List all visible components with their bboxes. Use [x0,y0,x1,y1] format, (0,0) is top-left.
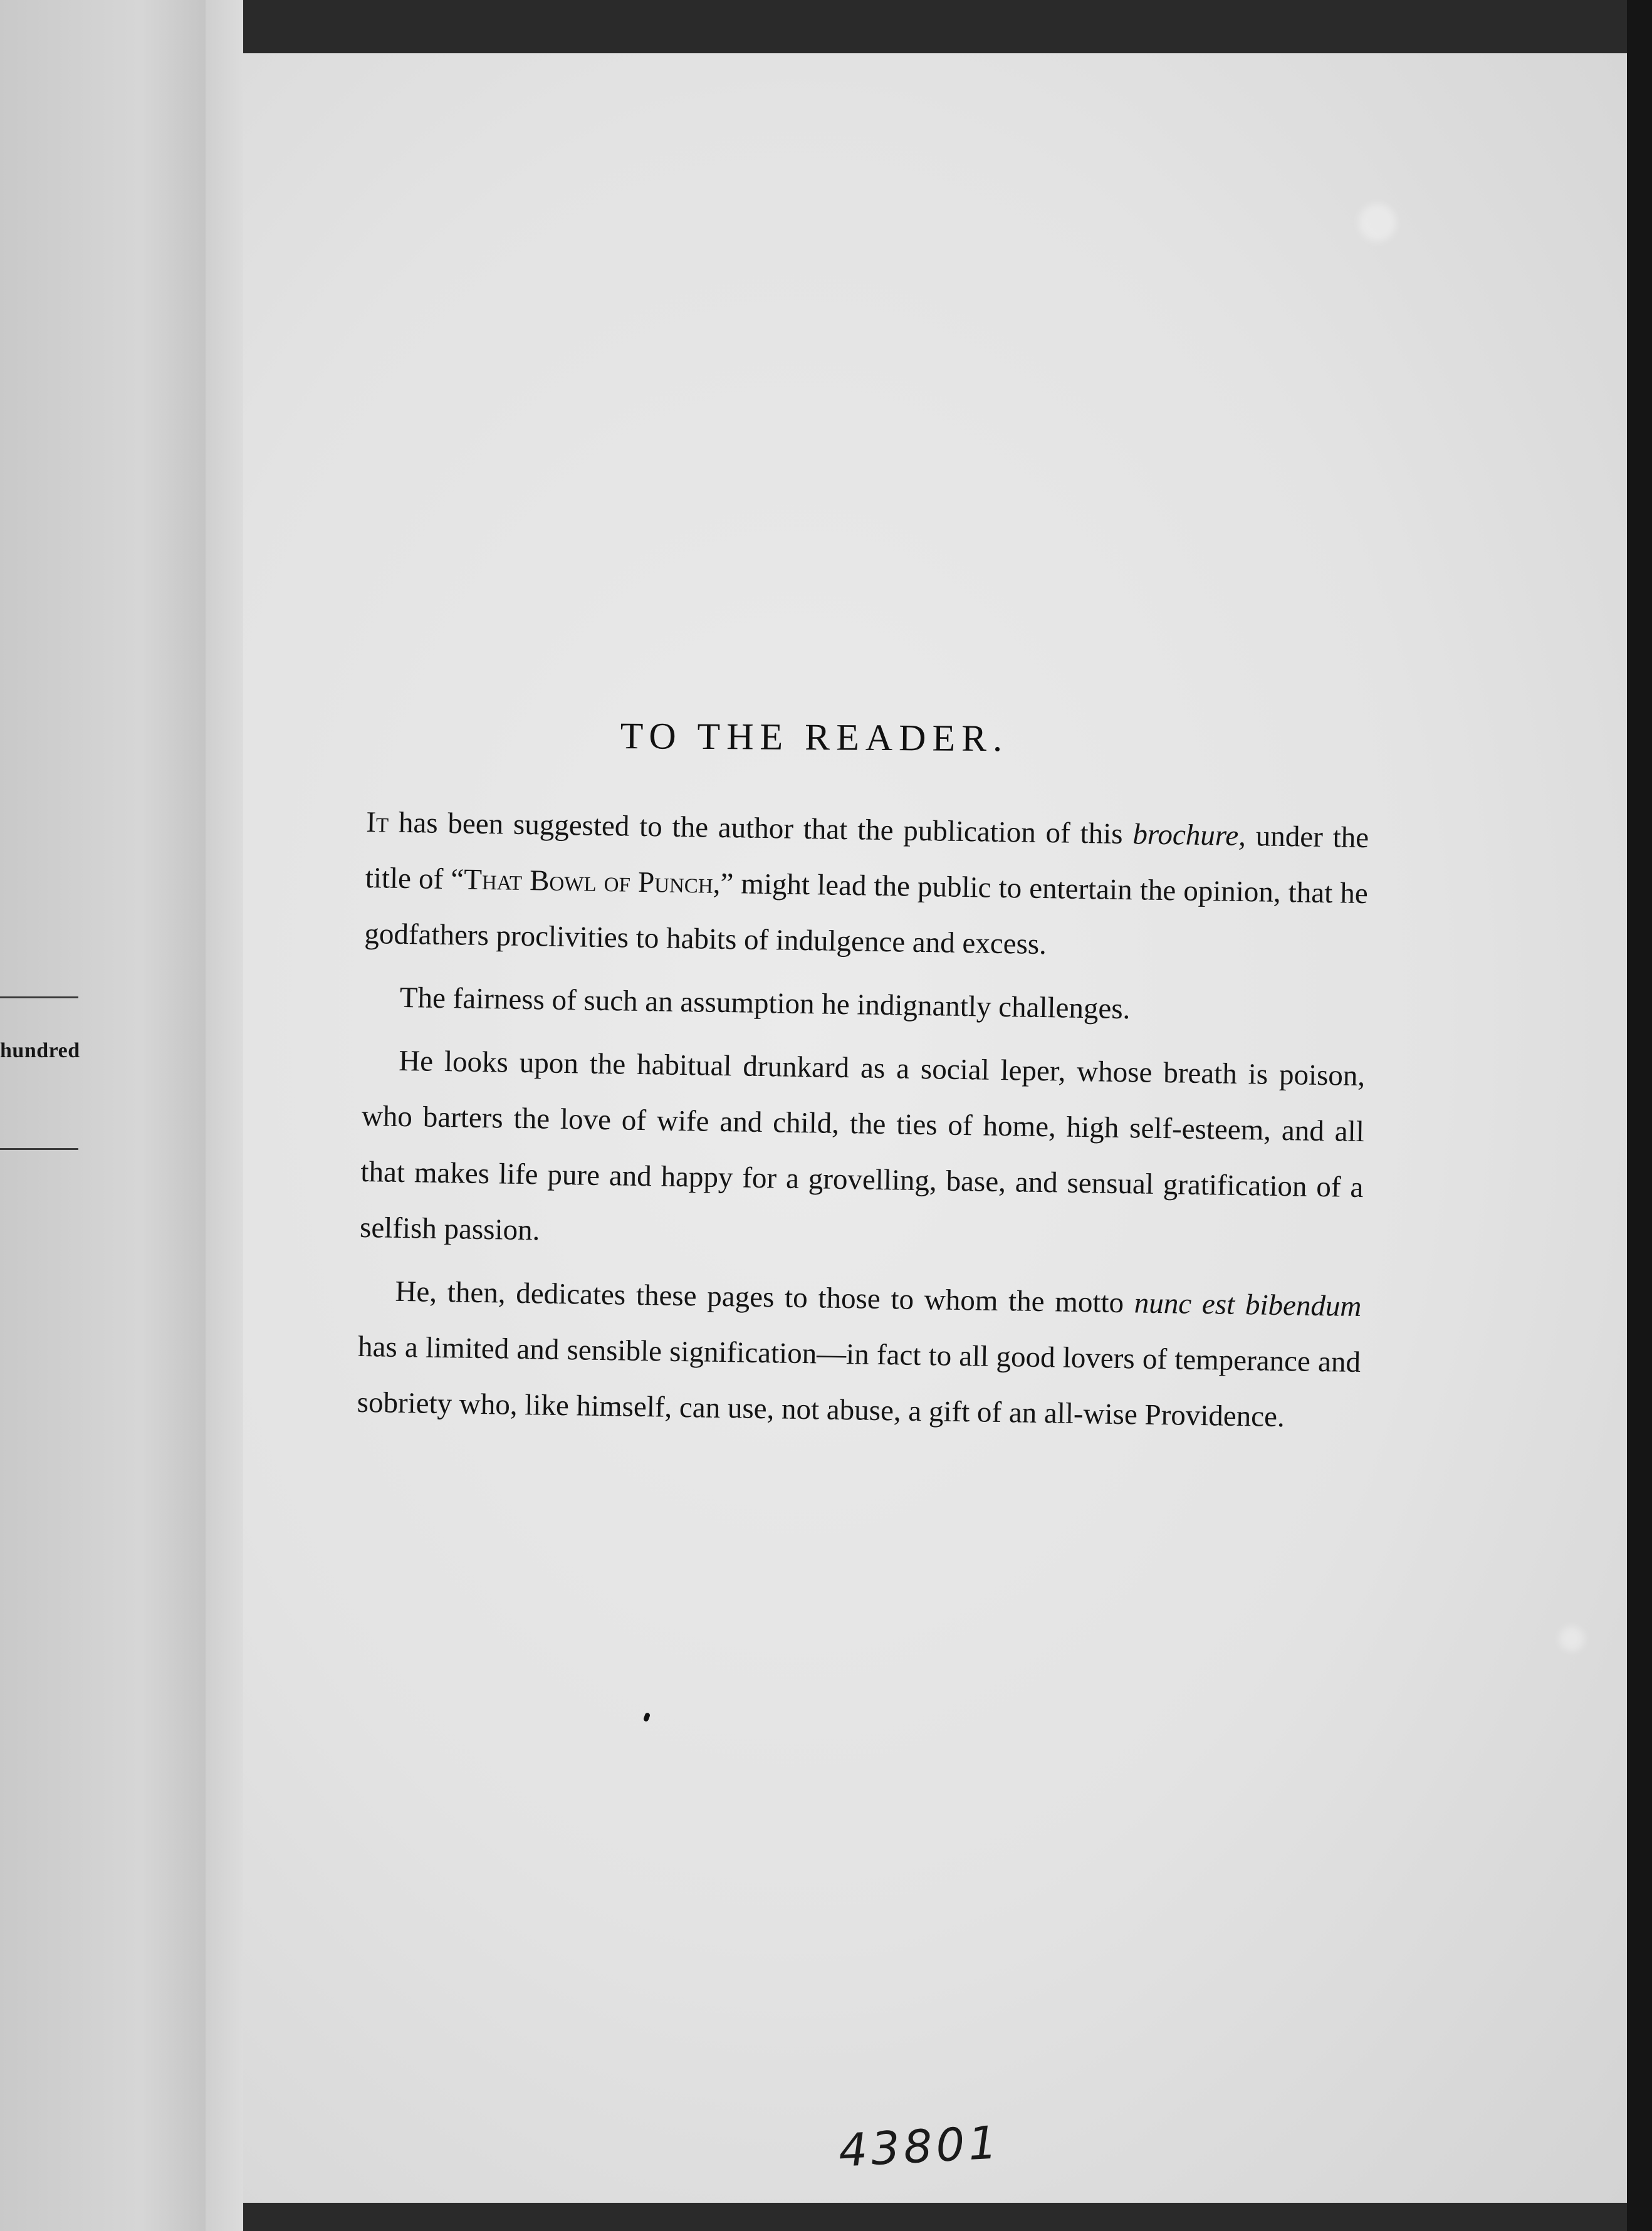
paragraph-text: under the title of “ [365,820,1369,896]
paragraph-text: The fairness of such an assumption he indignantly challenges. [399,981,1131,1026]
page-title: TO THE READER. [620,715,1009,760]
paper-blemish [1359,204,1396,241]
paragraph-text: has been suggested to the author that the publication of this [388,806,1133,851]
paragraph [364,795,1369,978]
paragraph-text: He looks upon the habitual drunkard as a social leper, whose breath is poison, who barters the love of wife and child, the ties of home, high self-esteem, and all that makes life pure and happy for a grovelling, base, and sensual gratification of a selfish passion. [359,1044,1366,1247]
paragraph-text: He, then, dedicates these pages to those to whom the motto [395,1275,1135,1320]
small-caps-text: It [365,805,389,839]
small-caps-text: That Bowl of Punch, [463,863,721,900]
facing-page-fragment [0,0,235,2231]
paper-blemish [1559,1626,1584,1651]
page-edge [206,0,243,2231]
paragraph [357,1263,1362,1446]
facing-page-rule-bottom [0,1148,78,1150]
facing-page-rule-top [0,996,78,998]
body-text [357,795,1369,1454]
paragraph-text: has a limited and sensible signification—in fact to all good lovers of temperance and sobriety who, like himself, can use, not abuse, a gift of an all-wise Providence. [357,1330,1361,1434]
facing-page-word: hundred [0,1039,80,1062]
paragraph [363,969,1366,1041]
paragraph-text: ” might lead the public to entertain the opinion, that he godfathers proclivities to habits of indulgence and excess. [364,867,1369,961]
italic-text: brochure, [1132,818,1247,853]
paragraph [359,1033,1365,1272]
italic-text: nunc est bibendum [1134,1287,1362,1324]
scan-border [1627,0,1652,2231]
handwritten-accession-number: 43801 [837,2116,1003,2177]
